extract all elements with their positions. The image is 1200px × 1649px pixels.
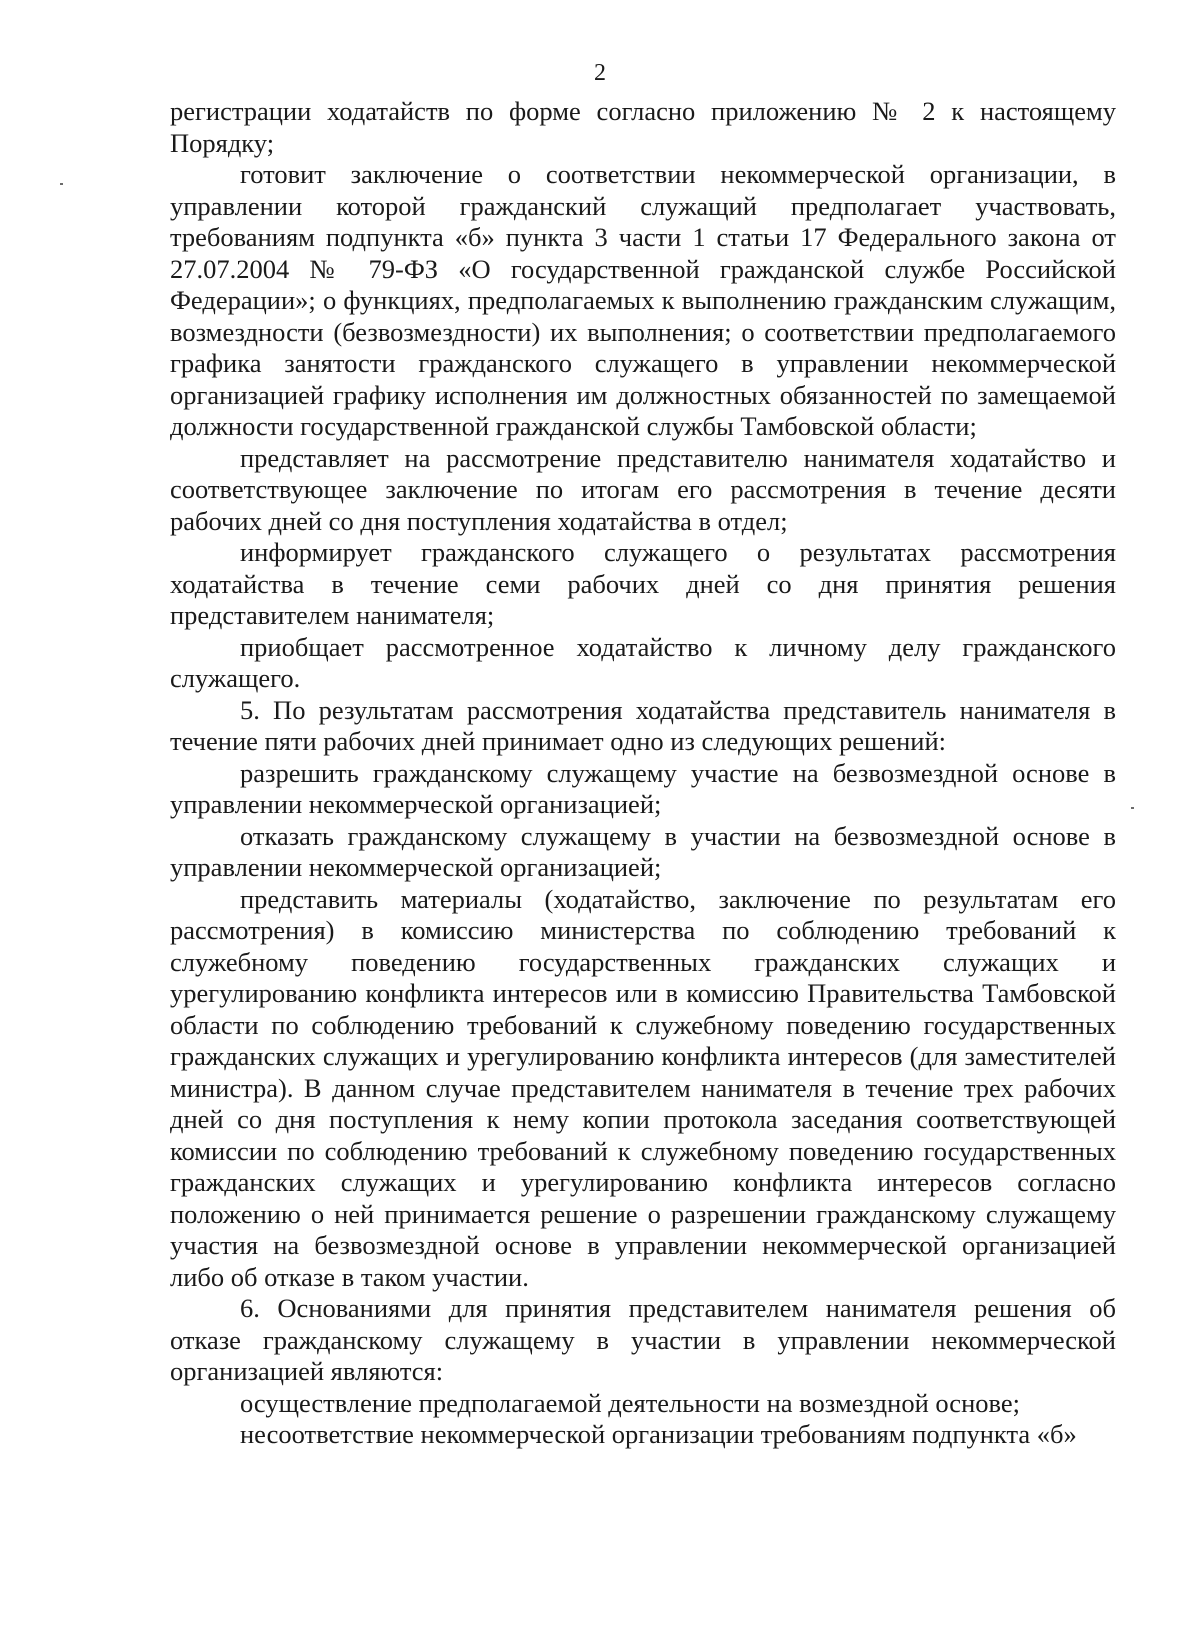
paragraph-registration-continuation: регистрации ходатайств по форме согласно приложению № 2 к настоящему Порядку; — [170, 96, 1116, 158]
paragraph-submits-for-review: представляет на рассмотрение представителю нанимателя ходатайство и соответствующее заключение по итогам его рассмотрения в течение десяти рабочих дней со дня поступления ходатайства в отдел; — [170, 442, 1116, 536]
scan-speck — [1131, 807, 1134, 809]
paragraph-section-5: 5. По результатам рассмотрения ходатайства представитель нанимателя в течение пяти рабочих дней принимает одно из следующих решений: — [170, 694, 1116, 756]
paragraph-ground-nonconformity: несоответствие некоммерческой организации требованиям подпункта «б» — [240, 1419, 1077, 1449]
paragraph-prepares-conclusion: готовит заключение о соответствии некоммерческой организации, в управлении которой гражданский служащий предполагает участвовать, требованиям подпункта «б» пункта 3 части 1 статьи 17 Федерального закона от 27.07.2004 № 79-ФЗ «О государственной гражданской службе Российской Федерации»; о функциях, предполагаемых к выполнению гражданским служащим, возмездности (безвозмездности) их выполнения; о соответствии предполагаемого графика занятости гражданского служащего в управлении некоммерческой организацией графику исполнения им должностных обязанностей по замещаемой должности государственной гражданской службы Тамбовской области; — [170, 159, 1116, 441]
paragraph-section-6: 6. Основаниями для принятия представителем нанимателя решения об отказе гражданскому служащему в участии в управлении некоммерческой организацией являются: — [170, 1293, 1116, 1386]
paragraph-decision-commission: представить материалы (ходатайство, заключение по результатам его рассмотрения) в комиссию министерства по соблюдению требований к служебному поведению государственных гражданских служащих и урегулированию конфликта интересов или в комиссию Правительства Тамбовской области по соблюдению требований к служебному поведению государственных гражданских служащих и урегулированию конфликта интересов (для заместителей министра). В данном случае представителем нанимателя в течение трех рабочих дней со дня поступления к нему копии протокола заседания соответствующей комиссии по соблюдению требований к служебному поведению государственных гражданских служащих и урегулированию конфликта интересов согласно положению о ней принимается решение о разрешении гражданскому служащему участия на безвозмездной основе в управлении некоммерческой организацией либо об отказе в таком участии. — [170, 883, 1116, 1292]
paragraph-decision-refuse: отказать гражданскому служащему в участии на безвозмездной основе в управлении некоммерческой организацией; — [170, 820, 1116, 882]
paragraph-decision-permit: разрешить гражданскому служащему участие на безвозмездной основе в управлении некоммерческой организацией; — [170, 757, 1116, 819]
paragraph-ground-paid-basis: осуществление предполагаемой деятельности на возмездной основе; — [240, 1387, 1020, 1418]
paragraph-informs-servant: информирует гражданского служащего о результатах рассмотрения ходатайства в течение семи рабочих дней со дня принятия решения представителем нанимателя; — [170, 537, 1116, 630]
page-number: 2 — [594, 60, 606, 86]
document-body — [170, 96, 1116, 1451]
paragraph-attaches-to-file: приобщает рассмотренное ходатайство к личному делу гражданского служащего. — [170, 631, 1116, 693]
scan-speck — [60, 183, 63, 185]
